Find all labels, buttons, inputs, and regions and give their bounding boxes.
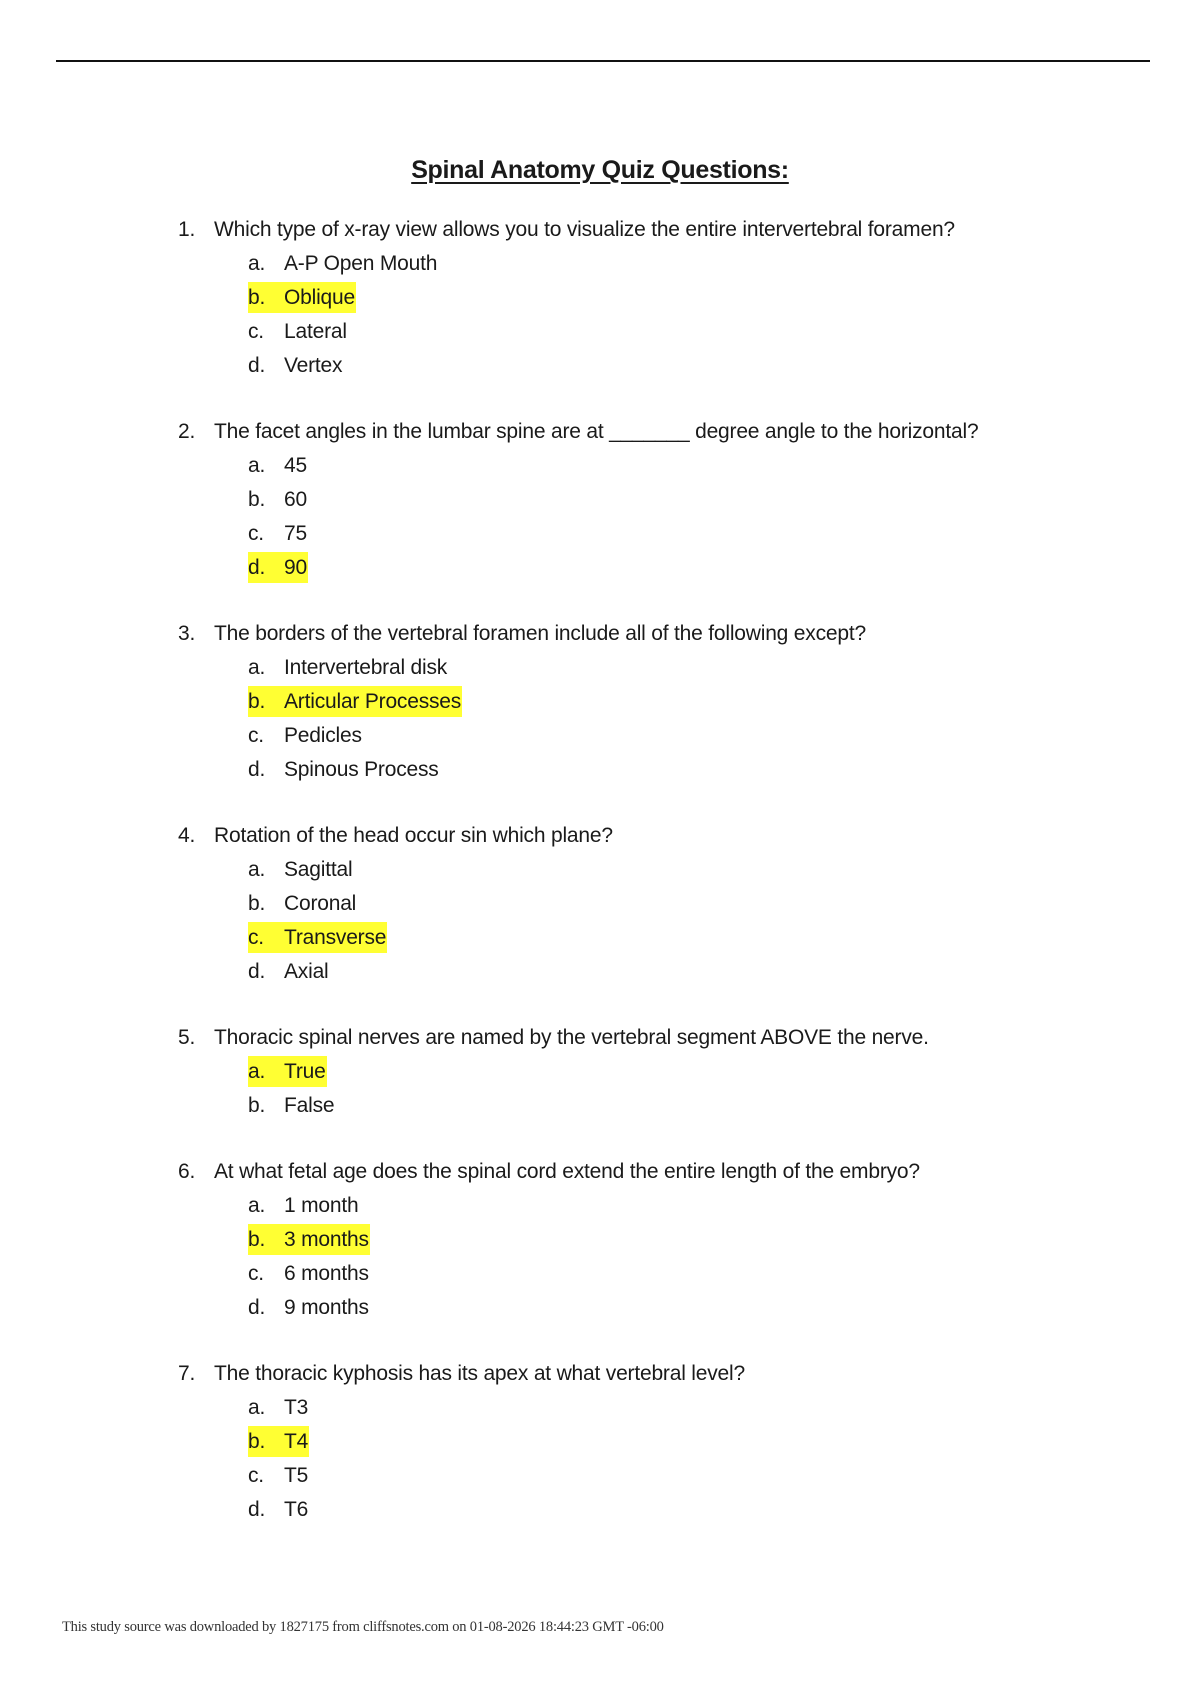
answer-line (248, 484, 308, 515)
answer-options (178, 853, 1138, 989)
question-stem (178, 415, 1138, 449)
answer-line (248, 1460, 309, 1491)
option-letter: c. (248, 522, 264, 545)
answer-options (178, 651, 1138, 787)
question-stem (178, 1155, 1138, 1189)
answer-option-highlighted (248, 281, 1138, 315)
question-7 (178, 1357, 1138, 1527)
option-text: Sagittal (284, 858, 353, 881)
option-text: Coronal (284, 892, 357, 915)
answer-options (178, 247, 1138, 383)
option-letter: d. (248, 354, 266, 377)
answer-line (248, 888, 357, 919)
answer-highlight (248, 686, 462, 717)
option-letter: a. (248, 252, 266, 275)
answer-line (248, 518, 308, 549)
question-5 (178, 1021, 1138, 1123)
answer-option (248, 719, 1138, 753)
option-text: A-P Open Mouth (284, 252, 438, 275)
question-stem (178, 1357, 1138, 1391)
answer-option (248, 1459, 1138, 1493)
question-text: The thoracic kyphosis has its apex at what vertebral level? (214, 1362, 745, 1385)
option-letter: b. (248, 892, 266, 915)
answer-option (248, 517, 1138, 551)
option-text: 6 months (284, 1262, 369, 1285)
answer-option (248, 247, 1138, 281)
answer-highlight (248, 282, 356, 313)
answer-option (248, 853, 1138, 887)
question-text: Which type of x-ray view allows you to visualize the entire intervertebral foramen? (214, 218, 955, 241)
question-2 (178, 415, 1138, 585)
answer-option (248, 349, 1138, 383)
question-number: 3. (178, 622, 196, 645)
answer-option (248, 449, 1138, 483)
option-letter: b. (248, 1430, 266, 1453)
option-letter: a. (248, 656, 266, 679)
option-text: Axial (284, 960, 329, 983)
answer-option (248, 651, 1138, 685)
header-rule (56, 60, 1150, 62)
answer-option-highlighted (248, 551, 1138, 585)
option-letter: d. (248, 556, 266, 579)
answer-option-highlighted (248, 685, 1138, 719)
answer-line (248, 720, 363, 751)
option-letter: d. (248, 758, 266, 781)
answer-options (178, 1391, 1138, 1527)
option-letter: a. (248, 1194, 266, 1217)
option-text: T5 (284, 1464, 309, 1487)
answer-options (178, 449, 1138, 585)
answer-option (248, 955, 1138, 989)
question-text: The facet angles in the lumbar spine are at _______ degree angle to the horizontal? (214, 420, 979, 443)
option-letter: b. (248, 488, 266, 511)
option-letter: a. (248, 858, 266, 881)
answer-line (248, 956, 330, 987)
option-text: False (284, 1094, 335, 1117)
question-number: 4. (178, 824, 196, 847)
question-number: 5. (178, 1026, 196, 1049)
answer-line (248, 1190, 359, 1221)
question-3 (178, 617, 1138, 787)
option-letter: b. (248, 690, 266, 713)
question-list (178, 213, 1138, 1559)
answer-option (248, 753, 1138, 787)
option-text: T3 (284, 1396, 309, 1419)
question-stem (178, 213, 1138, 247)
option-letter: b. (248, 286, 266, 309)
option-letter: c. (248, 320, 264, 343)
option-text: Intervertebral disk (284, 656, 448, 679)
answer-highlight (248, 1224, 370, 1255)
answer-highlight (248, 1426, 309, 1457)
answer-line (248, 1494, 309, 1525)
question-number: 6. (178, 1160, 196, 1183)
question-text: Rotation of the head occur sin which plane? (214, 824, 613, 847)
answer-line (248, 316, 348, 347)
question-text: The borders of the vertebral foramen include all of the following except? (214, 622, 866, 645)
page-title: Spinal Anatomy Quiz Questions: (411, 156, 789, 184)
answer-option (248, 1189, 1138, 1223)
option-letter: a. (248, 454, 266, 477)
option-letter: b. (248, 1094, 266, 1117)
answer-line (248, 1090, 335, 1121)
answer-options (178, 1055, 1138, 1123)
option-letter: c. (248, 1464, 264, 1487)
question-stem (178, 819, 1138, 853)
question-6 (178, 1155, 1138, 1325)
question-number: 7. (178, 1362, 196, 1385)
option-text: Articular Processes (284, 690, 462, 713)
answer-line (248, 1292, 370, 1323)
answer-highlight (248, 1056, 327, 1087)
answer-option (248, 1089, 1138, 1123)
question-text: At what fetal age does the spinal cord extend the entire length of the embryo? (214, 1160, 920, 1183)
answer-option (248, 887, 1138, 921)
option-letter: d. (248, 1498, 266, 1521)
option-text: Spinous Process (284, 758, 439, 781)
answer-line (248, 350, 343, 381)
answer-highlight (248, 922, 387, 953)
source-footer: This study source was downloaded by 1827175 from cliffsnotes.com on 01-08-2026 18:44:23 GMT -06:00 (62, 1619, 664, 1635)
option-text: True (284, 1060, 326, 1083)
answer-option (248, 1493, 1138, 1527)
answer-option (248, 1391, 1138, 1425)
option-text: 9 months (284, 1296, 369, 1319)
question-stem (178, 617, 1138, 651)
option-letter: c. (248, 724, 264, 747)
question-text: Thoracic spinal nerves are named by the vertebral segment ABOVE the nerve. (214, 1026, 929, 1049)
answer-option-highlighted (248, 1055, 1138, 1089)
option-text: 1 month (284, 1194, 359, 1217)
option-text: Lateral (284, 320, 347, 343)
question-stem (178, 1021, 1138, 1055)
answer-option (248, 1291, 1138, 1325)
option-text: 45 (284, 454, 307, 477)
answer-options (178, 1189, 1138, 1325)
option-letter: c. (248, 926, 264, 949)
option-letter: a. (248, 1396, 266, 1419)
option-letter: a. (248, 1060, 266, 1083)
option-text: T4 (284, 1430, 309, 1453)
answer-option-highlighted (248, 1223, 1138, 1257)
answer-line (248, 854, 353, 885)
answer-highlight (248, 552, 308, 583)
option-text: Vertex (284, 354, 343, 377)
question-1 (178, 213, 1138, 383)
answer-line (248, 1258, 370, 1289)
question-number: 2. (178, 420, 196, 443)
option-letter: d. (248, 1296, 266, 1319)
answer-line (248, 450, 308, 481)
answer-option-highlighted (248, 1425, 1138, 1459)
answer-line (248, 754, 440, 785)
answer-option (248, 483, 1138, 517)
answer-option (248, 1257, 1138, 1291)
option-text: 75 (284, 522, 307, 545)
option-text: Pedicles (284, 724, 362, 747)
option-text: T6 (284, 1498, 309, 1521)
answer-line (248, 248, 438, 279)
answer-line (248, 1392, 309, 1423)
answer-option-highlighted (248, 921, 1138, 955)
question-4 (178, 819, 1138, 989)
option-text: Transverse (284, 926, 387, 949)
option-text: 90 (284, 556, 307, 579)
question-number: 1. (178, 218, 196, 241)
option-letter: d. (248, 960, 266, 983)
answer-line (248, 652, 448, 683)
option-letter: b. (248, 1228, 266, 1251)
option-text: 60 (284, 488, 307, 511)
option-letter: c. (248, 1262, 264, 1285)
option-text: 3 months (284, 1228, 369, 1251)
answer-option (248, 315, 1138, 349)
option-text: Oblique (284, 286, 355, 309)
